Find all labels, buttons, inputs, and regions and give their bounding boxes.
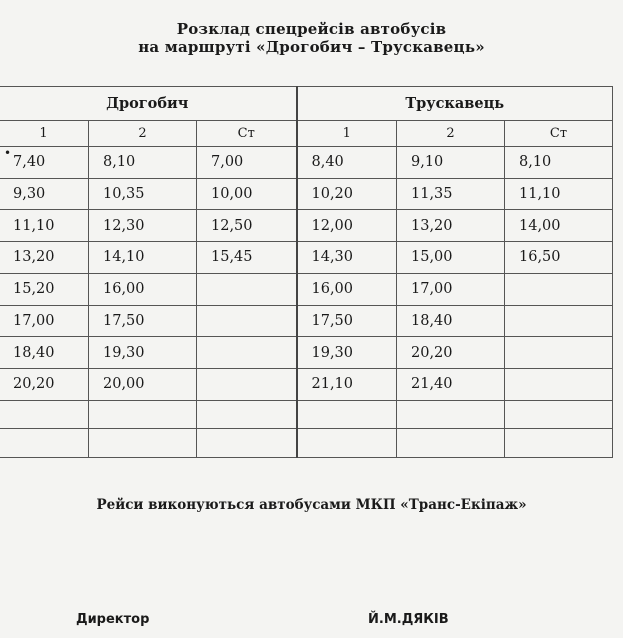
time-cell: 14,30 bbox=[297, 242, 397, 274]
column-header: 1 bbox=[0, 121, 89, 147]
time-cell: 8,10 bbox=[89, 147, 197, 179]
table-row bbox=[0, 337, 613, 369]
document-title: Розклад спецрейсів автобусів bbox=[176, 20, 447, 38]
time-cell: 20,00 bbox=[89, 368, 197, 400]
time-cell bbox=[197, 429, 297, 458]
time-cell: 11,10 bbox=[0, 210, 89, 242]
table-row bbox=[0, 210, 613, 242]
time-cell bbox=[197, 400, 297, 429]
time-cell: 12,30 bbox=[89, 210, 197, 242]
time-cell bbox=[505, 429, 613, 458]
time-cell: 17,50 bbox=[297, 305, 397, 337]
time-cell: 20,20 bbox=[397, 337, 505, 369]
time-cell bbox=[505, 368, 613, 400]
time-cell bbox=[197, 273, 297, 305]
time-cell bbox=[0, 400, 89, 429]
time-cell: 19,30 bbox=[89, 337, 197, 369]
time-cell bbox=[297, 429, 397, 458]
time-cell: 11,35 bbox=[397, 178, 505, 210]
time-cell: 19,30 bbox=[297, 337, 397, 369]
time-cell: 9,10 bbox=[397, 147, 505, 179]
time-cell: 10,20 bbox=[297, 178, 397, 210]
table-row bbox=[0, 242, 613, 274]
time-cell: 15,45 bbox=[197, 242, 297, 274]
time-cell: 18,40 bbox=[397, 305, 505, 337]
time-cell bbox=[89, 429, 197, 458]
table-row bbox=[0, 400, 613, 429]
time-cell: 7,40 bbox=[0, 147, 89, 179]
time-cell: 16,00 bbox=[89, 273, 197, 305]
signature-name: Й.М.ДЯКІВ bbox=[368, 612, 449, 627]
time-cell: 14,10 bbox=[89, 242, 197, 274]
time-cell: 13,20 bbox=[397, 210, 505, 242]
time-cell bbox=[297, 400, 397, 429]
column-header: 1 bbox=[297, 121, 397, 147]
table-row bbox=[0, 178, 613, 210]
time-cell bbox=[397, 400, 505, 429]
time-cell bbox=[197, 337, 297, 369]
column-header: 2 bbox=[397, 121, 505, 147]
time-cell bbox=[505, 400, 613, 429]
time-cell: 8,40 bbox=[297, 147, 397, 179]
time-cell: 17,50 bbox=[89, 305, 197, 337]
time-cell bbox=[89, 400, 197, 429]
time-cell: 20,20 bbox=[0, 368, 89, 400]
time-cell: 14,00 bbox=[505, 210, 613, 242]
time-cell: 21,40 bbox=[397, 368, 505, 400]
column-header: Ст bbox=[197, 121, 297, 147]
time-cell: 18,40 bbox=[0, 337, 89, 369]
time-cell: 9,30 bbox=[0, 178, 89, 210]
time-cell bbox=[397, 429, 505, 458]
time-cell: 10,35 bbox=[89, 178, 197, 210]
time-cell: 15,00 bbox=[397, 242, 505, 274]
table-row bbox=[0, 305, 613, 337]
table-row bbox=[0, 273, 613, 305]
operator-note: Рейси виконуються автобусами МКП «Транс-Екіпаж» bbox=[96, 497, 527, 513]
table-row bbox=[0, 429, 613, 458]
column-header: Ст bbox=[505, 121, 613, 147]
city-header-truskavets: Трускавець bbox=[297, 87, 613, 121]
time-cell: 11,10 bbox=[505, 178, 613, 210]
time-cell bbox=[197, 305, 297, 337]
time-cell: 8,10 bbox=[505, 147, 613, 179]
time-cell: 17,00 bbox=[397, 273, 505, 305]
column-header: 2 bbox=[89, 121, 197, 147]
time-cell: 17,00 bbox=[0, 305, 89, 337]
time-cell bbox=[197, 368, 297, 400]
table-row bbox=[0, 147, 613, 179]
time-cell: 12,00 bbox=[297, 210, 397, 242]
time-cell bbox=[505, 273, 613, 305]
route-subtitle: на маршруті «Дрогобич – Трускавець» bbox=[138, 38, 485, 56]
time-cell bbox=[0, 429, 89, 458]
time-cell: 15,20 bbox=[0, 273, 89, 305]
time-cell: 16,00 bbox=[297, 273, 397, 305]
margin-dot: • bbox=[4, 146, 12, 160]
time-cell: 10,00 bbox=[197, 178, 297, 210]
time-cell: 16,50 bbox=[505, 242, 613, 274]
time-cell: 21,10 bbox=[297, 368, 397, 400]
time-cell bbox=[505, 337, 613, 369]
schedule-table bbox=[0, 86, 613, 458]
time-cell: 7,00 bbox=[197, 147, 297, 179]
time-cell: 13,20 bbox=[0, 242, 89, 274]
signature-role: Директор bbox=[76, 612, 150, 627]
city-header-drohobych: Дрогобич bbox=[0, 87, 297, 121]
table-row bbox=[0, 368, 613, 400]
time-cell bbox=[505, 305, 613, 337]
time-cell: 12,50 bbox=[197, 210, 297, 242]
